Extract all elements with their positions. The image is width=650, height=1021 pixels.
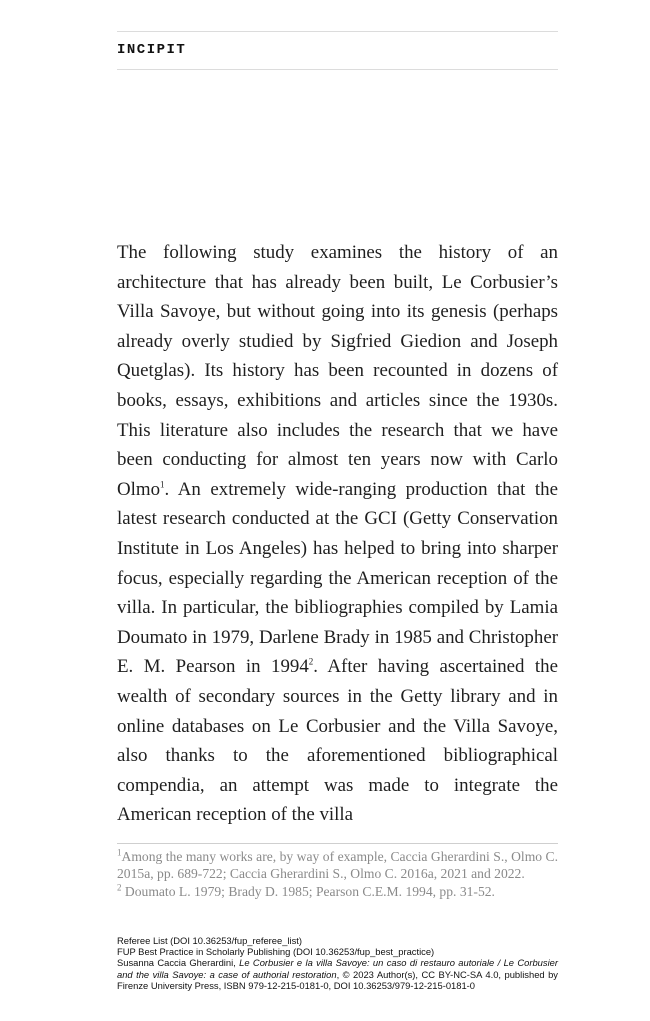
footnote-ref[interactable]: 1 bbox=[160, 479, 165, 490]
header-top-rule bbox=[117, 31, 558, 32]
body-text-segment: The following study examines the history of an architecture that has already been built, Le Corbusier’s Villa Savoye, but without going into its genesis (perhaps already overly studied by Sigfried Giedion and Joseph Quetglas). Its history has been recounted in dozens of books, essays, exhibitions and articles since the 1930s. This literature also includes the research that we have been conducting for almost ten years now with Carlo Olmo bbox=[117, 242, 558, 500]
body-text-segment: . An extremely wide-ranging production that the latest research conducted at the GCI (Getty Conservation Institute in Los Angeles) has helped to bring into sharper focus, especially regarding the American reception of the villa. In particular, the bibliographies compiled by Lamia Doumato in 1979, Darlene Brady in 1985 and Christopher E. M. Pearson in 1994 bbox=[117, 478, 558, 678]
citation-title: Le Corbusier e la villa Savoye: un caso di restauro autoriale / Le Corbusier and the villa Savoye: a case of authorial restoration bbox=[117, 957, 558, 980]
citation-rights: , © 2023 Author(s), CC BY-NC-SA 4.0, published by Firenze University Press, ISBN 979-12-215-0181-0, DOI 10.36253/979-12-215-0181-0 bbox=[117, 968, 558, 991]
citation-line bbox=[117, 957, 558, 991]
footnote bbox=[117, 883, 558, 900]
body-text-segment: . After having ascertained the wealth of secondary sources in the Getty library and in online databases on Le Corbusier and the Villa Savoye, also thanks to the aforementioned bibliographical compendia, an attempt was made to integrate the American reception of the villa bbox=[117, 656, 558, 826]
footnote bbox=[117, 848, 558, 883]
footnote-number: 1 bbox=[117, 847, 122, 858]
best-practice-line: FUP Best Practice in Scholarly Publishing (DOI 10.36253/fup_best_practice) bbox=[117, 946, 435, 958]
page bbox=[117, 0, 558, 1021]
body-paragraph bbox=[117, 238, 558, 830]
header-bottom-rule bbox=[117, 69, 558, 70]
footnote-list bbox=[117, 848, 558, 900]
footnote-ref[interactable]: 2 bbox=[308, 657, 314, 668]
footnote-text: Doumato L. 1979; Brady D. 1985; Pearson C.E.M. 1994, pp. 31-52. bbox=[124, 883, 495, 899]
colophon bbox=[117, 935, 558, 991]
footnote-text: Among the many works are, by way of example, Caccia Gherardini S., Olmo C. 2015a, pp. 689-722; Caccia Gherardini S., Olmo C. 2016a, 2021 and 2022. bbox=[117, 849, 558, 882]
footnote-rule bbox=[117, 843, 558, 844]
citation-author: Susanna Caccia Gherardini, bbox=[117, 957, 240, 969]
footnote-number: 2 bbox=[117, 882, 122, 893]
referee-list-line: Referee List (DOI 10.36253/fup_referee_list) bbox=[117, 935, 302, 946]
section-title: INCIPIT bbox=[117, 42, 187, 58]
